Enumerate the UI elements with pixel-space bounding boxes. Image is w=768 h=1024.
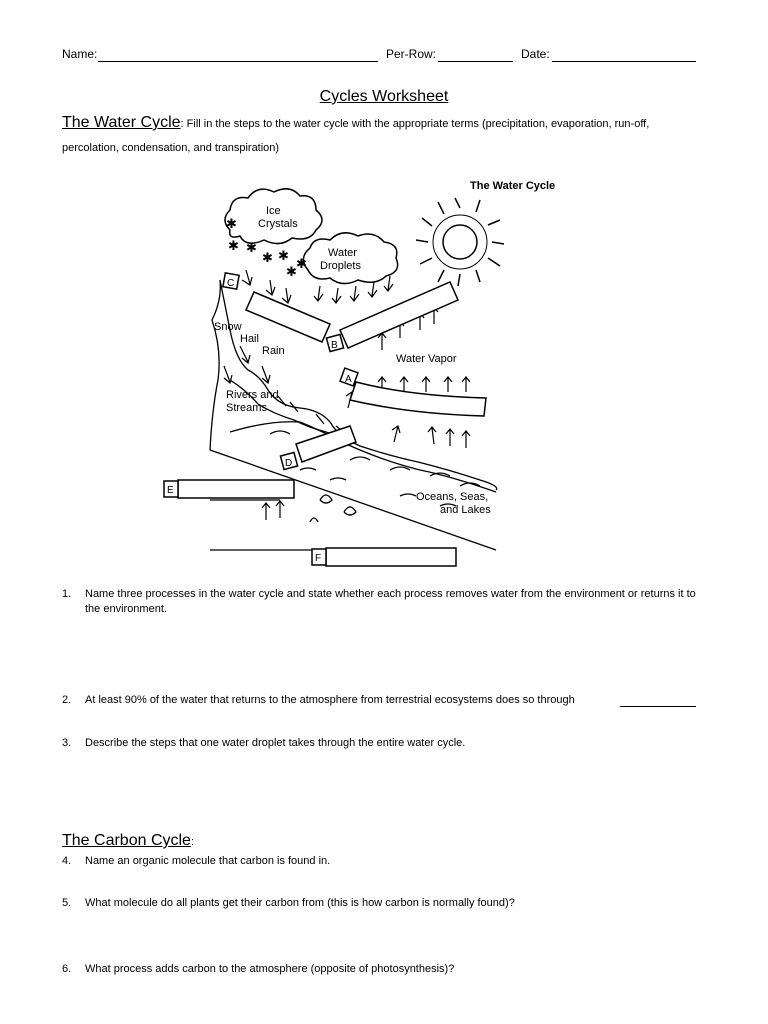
box-e-letter: E	[167, 485, 174, 496]
carbon-cycle-heading: The Carbon Cycle	[62, 832, 191, 849]
answer-box-e[interactable]	[164, 480, 294, 498]
water-cycle-heading: The Water Cycle	[62, 114, 181, 131]
answer-box-d[interactable]	[280, 426, 356, 470]
rivers-label-2: Streams	[226, 402, 267, 414]
date-field[interactable]	[552, 61, 696, 62]
rivers-label-1: Rivers and	[226, 389, 279, 401]
hail-label: Hail	[240, 333, 259, 345]
water-vapor-label: Water Vapor	[396, 353, 457, 365]
sun-icon	[416, 198, 504, 286]
water-droplets-label-2: Droplets	[320, 260, 361, 272]
ice-crystals-label-2: Crystals	[258, 218, 298, 230]
carbon-cycle-heading-row: The Carbon Cycle:	[62, 832, 195, 849]
page-title: Cycles Worksheet	[319, 88, 449, 105]
svg-text:✱: ✱	[296, 256, 307, 271]
svg-text:✱: ✱	[228, 238, 239, 253]
name-field[interactable]	[98, 61, 378, 62]
per-row-label: Per-Row:	[386, 47, 437, 61]
box-a-letter: A	[345, 374, 352, 385]
date-label: Date:	[521, 47, 550, 61]
water-cycle-diagram	[150, 170, 570, 575]
box-f-letter: F	[315, 553, 322, 564]
box-d-letter: D	[285, 458, 293, 469]
svg-text:✱: ✱	[286, 264, 297, 279]
answer-box-a[interactable]	[340, 368, 486, 416]
question-1: 1. Name three processes in the water cycle and state whether each process removes water from the environment or returns it to the environment.	[62, 588, 696, 615]
answer-box-f[interactable]	[312, 548, 456, 566]
snow-label: Snow	[214, 321, 242, 333]
per-row-field[interactable]	[438, 61, 513, 62]
diagram-title: The Water Cycle	[470, 180, 556, 192]
svg-text:✱: ✱	[246, 240, 257, 255]
box-c-letter: C	[227, 278, 235, 289]
svg-text:✱: ✱	[226, 216, 237, 231]
name-label: Name:	[62, 47, 98, 61]
answer-box-b[interactable]	[326, 282, 458, 352]
water-droplets-label-1: Water	[328, 247, 357, 259]
water-cycle-heading-row	[62, 114, 649, 132]
svg-text:✱: ✱	[278, 248, 289, 263]
oceans-label-2: and Lakes	[440, 504, 491, 516]
box-b-letter: B	[331, 340, 338, 351]
ice-crystals-label-1: Ice	[266, 205, 281, 217]
question-2-answer-field[interactable]	[620, 706, 696, 707]
water-cycle-instructions-2: percolation, condensation, and transpiration)	[62, 142, 280, 154]
rain-label: Rain	[262, 345, 285, 357]
oceans-label-1: Oceans, Seas,	[416, 491, 489, 503]
water-cycle-instructions-1: : Fill in the steps to the water cycle with the appropriate terms (precipitation, evaporation, run-off,	[180, 118, 650, 130]
svg-text:✱: ✱	[262, 250, 273, 265]
